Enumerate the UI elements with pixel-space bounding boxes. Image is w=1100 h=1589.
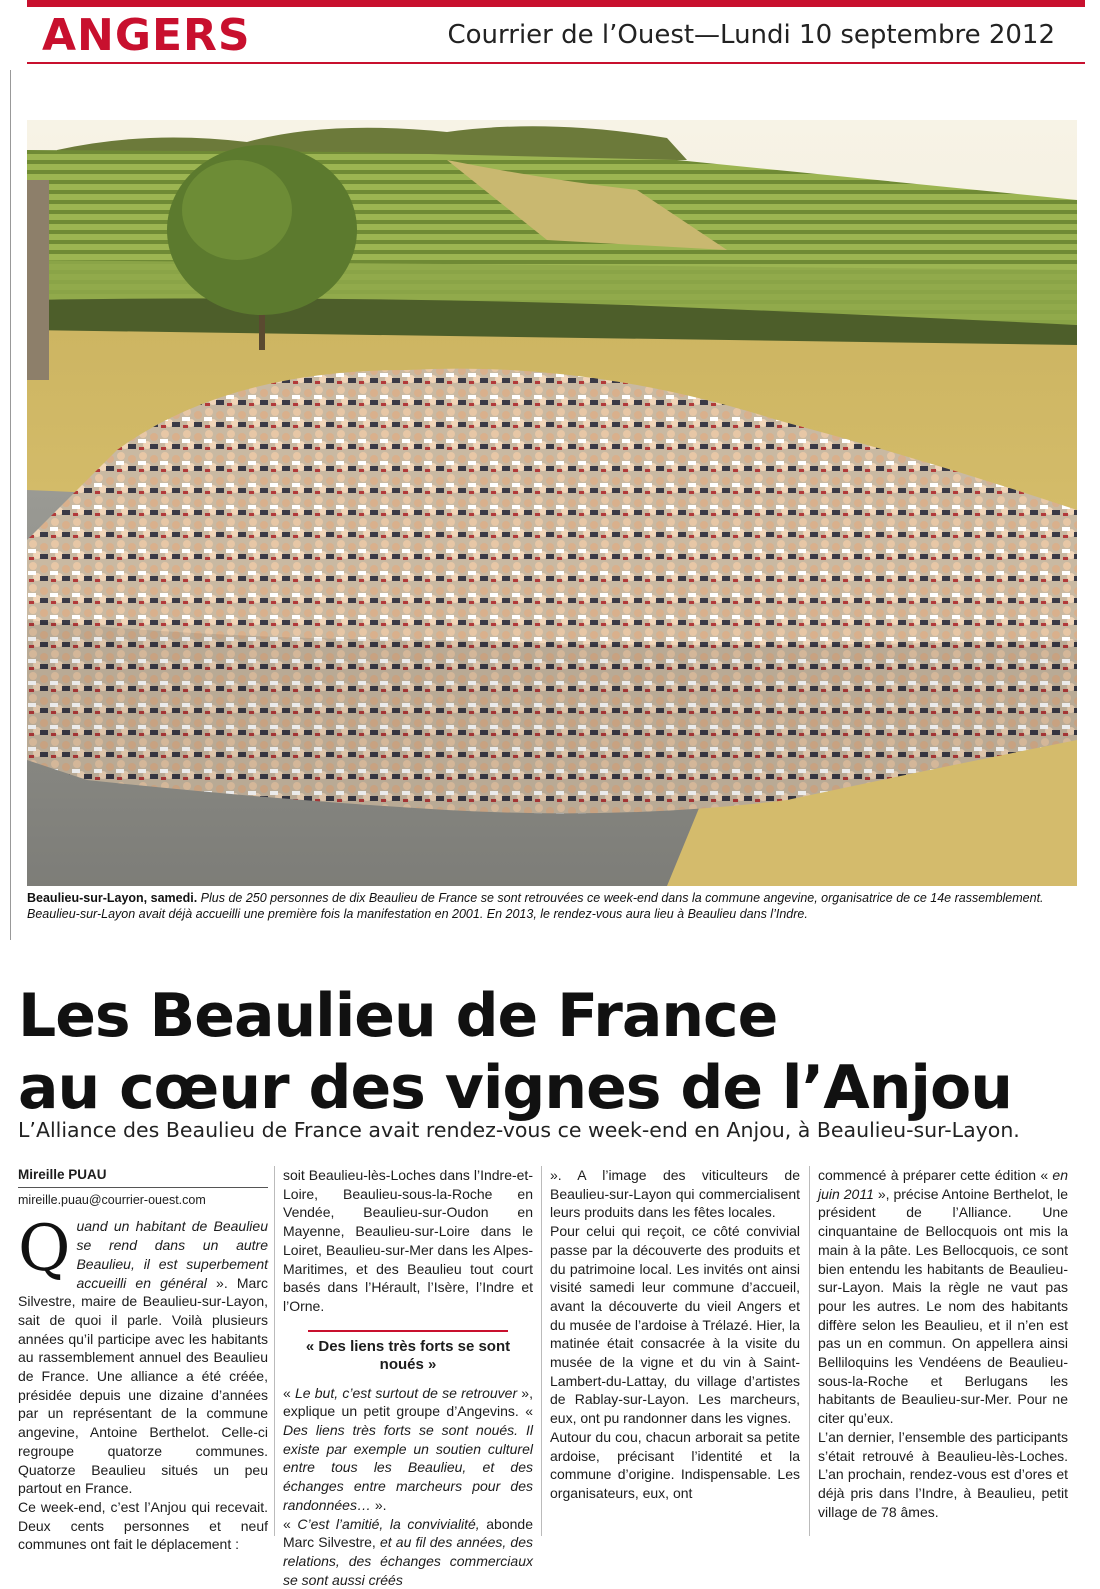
group-photo-icon xyxy=(27,120,1077,886)
lead-quote: uand un habitant de Beaulieu se rend dans un autre Beaulieu, il est superbement accueilli en général xyxy=(76,1218,268,1291)
lead-text: ». Marc Silvestre, maire de Beaulieu-sur-Layon, sait de quoi il parle. Voilà plusieurs années qu’il participe avec les habitants au rassemblement annuel des Beaulieu de France. Une alliance a été créée, présidée depuis une dizaine d’années par un représentant de la commune angevine, Antoine Berthelot. Celle-ci regroupe quatorze communes. Quatorze Beaulieu situés un peu partout en France. xyxy=(18,1274,268,1497)
column-divider xyxy=(809,1166,810,1536)
drop-cap: Q xyxy=(18,1212,71,1287)
quote-span: et au fil des années, des relations, des échanges commerciaux se sont aussi créés xyxy=(283,1534,533,1588)
article-column-2 xyxy=(283,1166,533,1589)
paragraph xyxy=(818,1166,1068,1428)
intertitle-text: « Des liens très forts se sont noués » xyxy=(305,1337,511,1373)
author-name: Mireille PUAU xyxy=(18,1167,107,1182)
group-photo xyxy=(27,120,1077,886)
paragraph: Ce week-end, c’est l’Anjou qui recevait. Deux cents personnes et neuf communes ont fait le déplacement : xyxy=(18,1498,268,1553)
column-divider xyxy=(274,1166,275,1536)
photo-caption xyxy=(27,890,1077,922)
text-span: », précise Antoine Berthelot, le président de l’Alliance. Une cinquantaine de Bellocquois ont mis la main à la pâte. Les Bellocquois, ce sont bien entendu les habitants de Beaulieu-sur-Layon. Mais la règle ne vaut pas pour les autres. Le nom des habitants diffère selon les Beaulieu, et il n’en est pas un en commun. On appellera ainsi Belliloquins les Vendéens de Beaulieu-sous-la-Roche et Berlugans les habitants de Beaulieu-sur-Mer. Pour ne citer qu’eux. xyxy=(818,1185,1068,1427)
quote-span: Des liens très forts se sont noués. Il existe par exemple un soutien culturel entre tous les Beaulieu, et des échanges entre marcheurs pour des randonnées… xyxy=(283,1422,533,1513)
quote-span: C’est l’amitié, la convivialité, xyxy=(297,1515,480,1532)
caption-place: Beaulieu-sur-Layon, samedi. xyxy=(27,891,198,905)
paragraph: ». A l’image des viticulteurs de Beaulieu-sur-Layon qui commercialisent leurs produits dans les fêtes locales. xyxy=(550,1167,800,1221)
author-rule xyxy=(18,1187,268,1188)
caption-text: Plus de 250 personnes de dix Beaulieu de France se sont retrouvées ce week-end dans la commune angevine, organisatrice de ce 14e rassemblement. Beaulieu-sur-Layon avait déjà accueilli une première fois la manifestation en 2001. En 2013, le rendez-vous aura lieu à Beaulieu dans l’Indre. xyxy=(27,891,1044,921)
section-title: ANGERS xyxy=(42,10,251,61)
paragraph: L’an dernier, l’ensemble des participants s’était retrouvé à Beaulieu-lès-Loches. L’an prochain, rendez-vous est d’ores et déjà pris dans l’Indre, à Beaulieu, petit village de 78 âmes. xyxy=(818,1428,1068,1520)
text-span: « xyxy=(283,1515,298,1532)
intertitle-rule xyxy=(308,1330,508,1332)
masthead-dateline: Courrier de l’Ouest—Lundi 10 septembre 2012 xyxy=(447,20,1055,50)
article-column-3 xyxy=(550,1166,800,1503)
intertitle xyxy=(283,1330,533,1374)
quote-span: Le but, c’est surtout de se retrouver xyxy=(295,1384,518,1401)
subhead: L’Alliance des Beaulieu de France avait rendez-vous ce week-end en Anjou, à Beaulieu-sur-Layon. xyxy=(18,1118,1020,1142)
text-span: commencé à préparer cette édition « xyxy=(818,1167,1053,1183)
top-accent-bar xyxy=(27,0,1085,7)
article-column-4 xyxy=(818,1166,1068,1521)
paragraph xyxy=(283,1384,533,1515)
paragraph xyxy=(18,1212,268,1498)
header-rule xyxy=(27,62,1085,64)
text-span: », explique un petit groupe d’Angevins. « xyxy=(283,1384,533,1420)
text-span: abonde Marc Silvestre, xyxy=(283,1515,533,1551)
quote-span: en juin 2011 xyxy=(818,1167,1068,1202)
author-email: mireille.puau@courrier-ouest.com xyxy=(18,1192,206,1207)
paragraph: Autour du cou, chacun arborait sa petite ardoise, précisant l’identité et la commune d’origine. Indispensable. Les organisateurs, eux, ont xyxy=(550,1428,800,1501)
headline-line-1: Les Beaulieu de France xyxy=(18,981,778,1051)
headline xyxy=(18,980,1088,1124)
column-divider xyxy=(541,1166,542,1536)
text-span: « xyxy=(283,1384,295,1401)
article-column-1 xyxy=(18,1166,268,1554)
headline-line-2: au cœur des vignes de l’Anjou xyxy=(18,1053,1012,1123)
margin-rule xyxy=(10,70,11,940)
paragraph: Pour celui qui reçoit, ce côté convivial passe par la découverte des produits et du patrimoine local. Les invités ont ainsi visité samedi leur commune d’accueil, avant la découverte du vieil Angers et du musée de l’ardoise à Trélazé. Hier, la matinée était consacrée à la visite du musée de la vigne et du vin à Saint-Lambert-du-Lattay, du village d’artistes de Rablay-sur-Layon. Les marcheurs, eux, ont pu randonner dans les vignes. xyxy=(550,1223,800,1427)
paragraph xyxy=(283,1515,533,1589)
paragraph: soit Beaulieu-lès-Loches dans l’Indre-et-Loire, Beaulieu-sous-la-Roche en Vendée, Beaulieu-sur-Oudon en Mayenne, Beaulieu-sur-Loire dans le Loiret, Beaulieu-sur-Mer dans les Alpes-Maritimes, et des Beaulieu tout court basés dans l’Hérault, l’Isère, l’Indre et l’Orne. xyxy=(283,1167,533,1314)
text-span: ». xyxy=(370,1496,387,1513)
